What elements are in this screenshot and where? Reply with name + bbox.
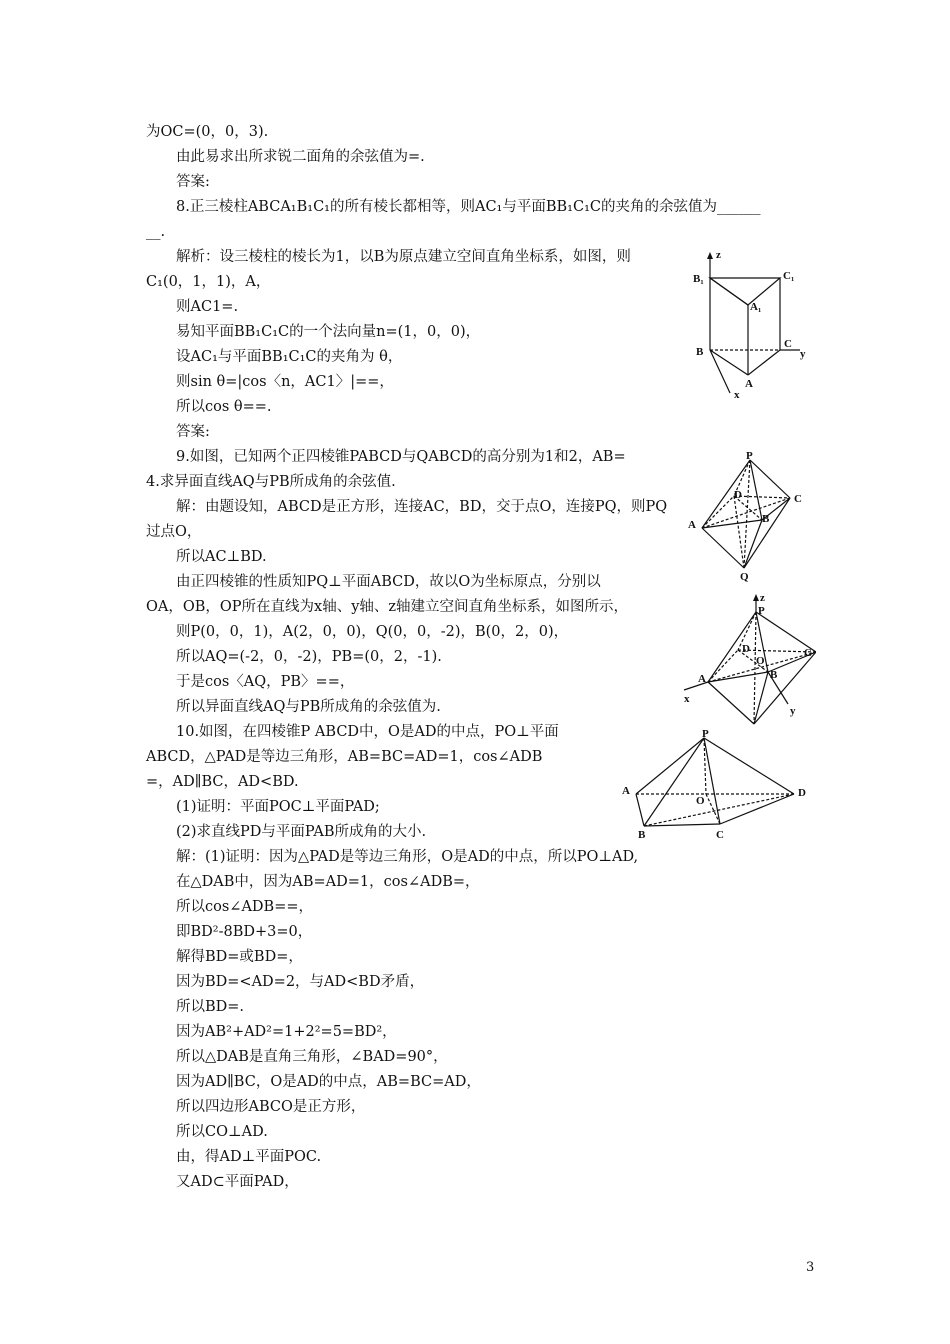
fig1-label: A₁: [750, 301, 762, 313]
text-line: 过点O，: [146, 524, 202, 540]
text-line: 所以△DAB是直角三角形，∠BAD=90°，: [176, 1049, 448, 1065]
fig1-label: A: [745, 378, 753, 390]
text-line: OA，OB，OP所在直线为x轴、y轴、z轴建立空间直角坐标系，如图所示，: [146, 599, 629, 615]
text-line: 因为AD∥BC，O是AD的中点，AB=BC=AD，: [176, 1074, 481, 1090]
text-line: 设AC₁与平面BB₁C₁C的夹角为 θ，: [176, 349, 403, 365]
text-line: 答案:: [176, 424, 210, 440]
text-line: 则P(0，0，1)，A(2，0，0)，Q(0，0，-2)，B(0，2，0)，: [176, 624, 569, 640]
fig2-label: D: [734, 489, 742, 501]
quad-pyramid-figure: [616, 728, 816, 844]
page-number: 3: [806, 1260, 815, 1275]
fig3-label: D: [742, 643, 750, 655]
text-line: 9.如图，已知两个正四棱锥PABCD与QABCD的高分别为1和2，AB=: [176, 449, 626, 465]
text-line: 答案:: [176, 174, 210, 190]
text-line: =，AD∥BC，AD<BD.: [146, 774, 299, 790]
text-line: 10.如图，在四棱锥P ABCD中，O是AD的中点，PO⊥平面: [176, 724, 559, 740]
text-line: 所以BD=.: [176, 999, 245, 1015]
text-line: 所以cos θ==.: [176, 399, 272, 415]
fig1-label: x: [734, 389, 740, 401]
text-line: (2)求直线PD与平面PAB所成角的大小.: [176, 824, 427, 840]
text-line: 8.正三棱柱ABCA₁B₁C₁的所有棱长都相等，则AC₁与平面BB₁C₁C的夹角的余弦值为______: [176, 199, 761, 215]
text-line: 即BD²-8BD+3=0，: [176, 924, 313, 940]
text-line: 所以cos∠ADB==，: [176, 899, 313, 915]
fig4-label: B: [638, 829, 646, 841]
text-line: 因为BD=<AD=2，与AD<BD矛盾，: [176, 974, 425, 990]
text-line: 解：(1)证明：因为△PAD是等边三角形，O是AD的中点，所以PO⊥AD,: [176, 849, 639, 865]
text-line: 所以CO⊥AD.: [176, 1124, 268, 1140]
text-line: 则sin θ=|cos〈n，AC1〉|==，: [176, 374, 394, 390]
text-line: 解析：设三棱柱的棱长为1，以B为原点建立空间直角坐标系，如图，则: [176, 249, 631, 265]
fig4-label: D: [798, 787, 806, 799]
text-line: 于是cos〈AQ，PB〉==，: [176, 674, 355, 690]
text-line: C₁(0，1，1)，A，: [146, 274, 271, 290]
fig3-label: z: [760, 592, 765, 604]
fig2-label: C: [794, 493, 802, 505]
fig4-label: C: [716, 829, 724, 841]
prism-figure: [690, 245, 810, 403]
text-line: (1)证明：平面POC⊥平面PAD;: [176, 799, 380, 815]
text-line: 则AC1=.: [176, 299, 239, 315]
text-line: 由，得AD⊥平面POC.: [176, 1149, 322, 1165]
text-line: 解：由题设知，ABCD是正方形，连接AC，BD，交于点O，连接PQ，则PQ: [176, 499, 668, 515]
text-line: 所以AQ=(-2，0，-2)，PB=(0，2，-1).: [176, 649, 442, 665]
text-line: 由正四棱锥的性质知PQ⊥平面ABCD，故以O为坐标原点，分别以: [176, 574, 601, 590]
fig4-label: P: [702, 728, 709, 740]
fig1-label: B: [696, 346, 704, 358]
text-line: 又AD⊂平面PAD，: [176, 1174, 299, 1190]
text-line: 在△DAB中，因为AB=AD=1，cos∠ADB=，: [176, 874, 480, 890]
fig2-label: P: [746, 450, 753, 462]
fig1-label: C₁: [783, 270, 795, 282]
fig1-label: z: [716, 249, 721, 261]
text-line: 所以异面直线AQ与PB所成角的余弦值为.: [176, 699, 441, 715]
fig2-label: Q: [740, 571, 749, 583]
text-line: 易知平面BB₁C₁C的一个法向量n=(1，0，0)，: [176, 324, 481, 340]
fig3-label: B: [770, 669, 778, 681]
fig4-label: O: [696, 795, 705, 807]
text-line: 为OC=(0，0，3).: [146, 124, 269, 140]
double-pyramid-axes-figure: [676, 592, 816, 728]
text-line: 因为AB²+AD²=1+2²=5=BD²，: [176, 1024, 397, 1040]
text-line: __.: [146, 224, 166, 240]
fig3-label: O: [756, 655, 765, 667]
fig1-label: B₁: [693, 273, 704, 285]
text-line: 解得BD=或BD=，: [176, 949, 303, 965]
fig3-label: x: [684, 693, 690, 705]
fig3-label: P: [758, 605, 765, 617]
text-line: 所以四边形ABCO是正方形，: [176, 1099, 366, 1115]
fig3-label: A: [698, 673, 706, 685]
fig3-label: y: [790, 705, 796, 717]
text-line: 由此易求出所求锐二面角的余弦值为=.: [176, 149, 425, 165]
text-line: ABCD，△PAD是等边三角形，AB=BC=AD=1，cos∠ADB: [146, 749, 543, 765]
fig2-label: A: [688, 519, 696, 531]
fig4-label: A: [622, 785, 630, 797]
double-pyramid-figure: [682, 450, 812, 585]
text-line: 所以AC⊥BD.: [176, 549, 267, 565]
fig1-label: y: [800, 348, 806, 360]
text-line: 4.求异面直线AQ与PB所成角的余弦值.: [146, 474, 396, 490]
fig1-label: C: [784, 338, 792, 350]
fig2-label: B: [762, 513, 770, 525]
fig3-label: C: [804, 647, 812, 659]
